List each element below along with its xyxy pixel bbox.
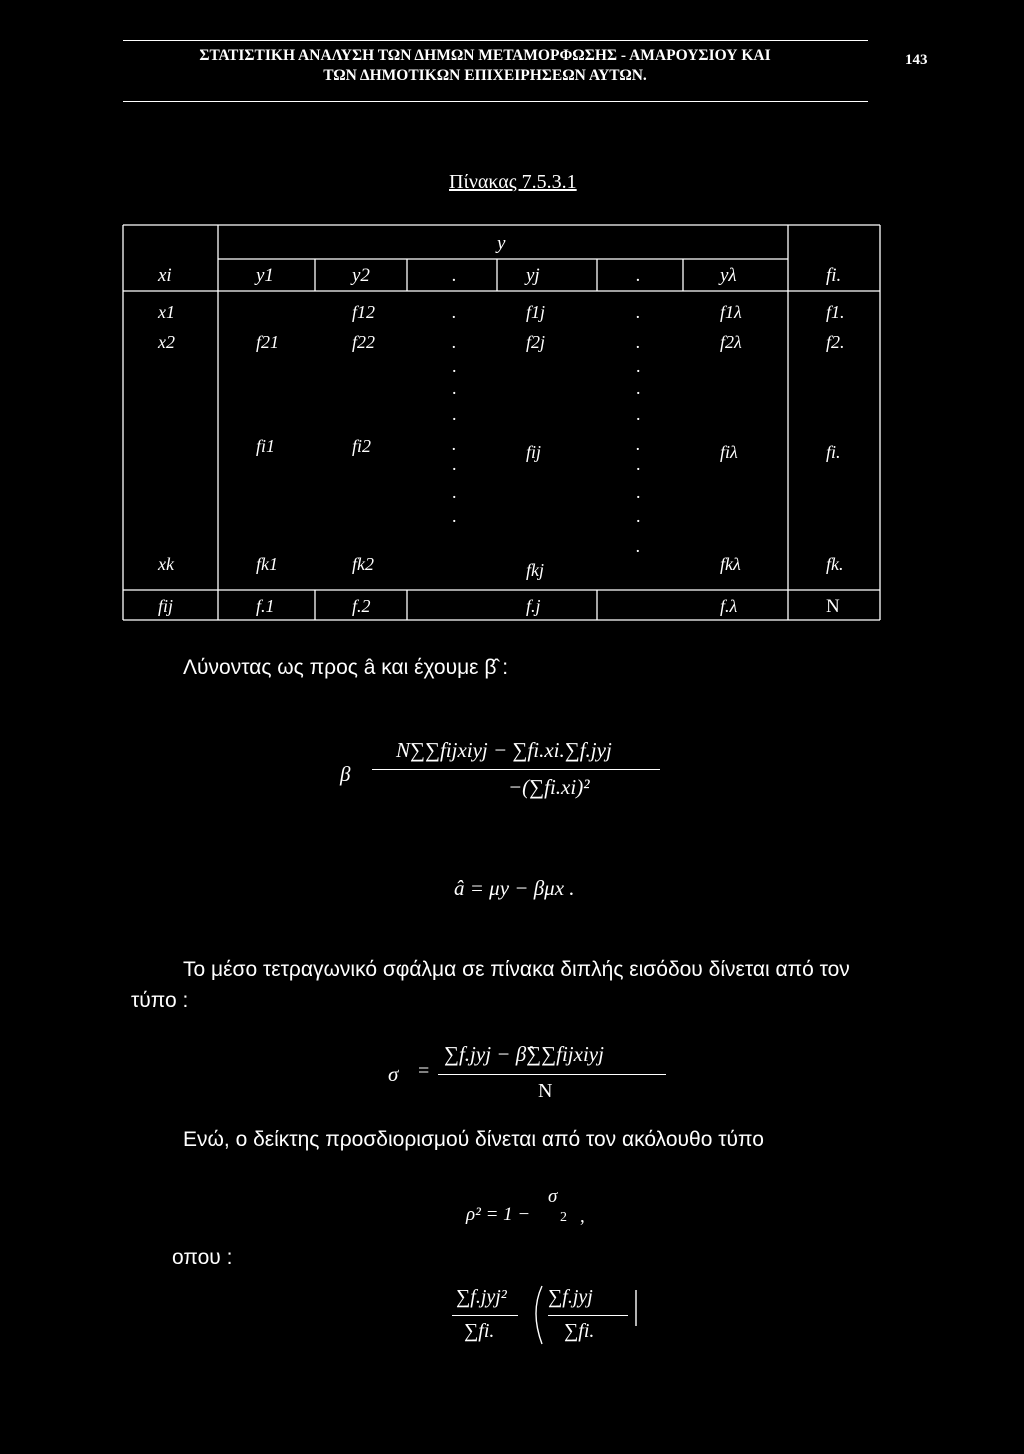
header-line-2: ΤΩΝ ΔΗΜΟΤΙΚΩΝ ΕΠΙΧΕΙΡΗΣΕΩΝ ΑΥΤΩΝ. (323, 67, 647, 84)
frac2-bar (548, 1315, 628, 1316)
rho-comma: , (580, 1206, 585, 1227)
table-cell: fij (526, 442, 542, 462)
paragraph-coefficient: Ενώ, ο δείκτης προσδιορισμού δίνεται από τον ακόλουθο τύπο (183, 1128, 764, 1151)
table-cell: f2λ (720, 332, 742, 352)
table-cell: x2 (158, 332, 175, 352)
table-cell: fiλ (720, 442, 738, 462)
frac1-numerator: ∑f.jyj² (456, 1286, 507, 1308)
table-cell: . (452, 434, 457, 454)
header-cell: y1 (256, 265, 274, 286)
table-cell: fk1 (256, 554, 278, 574)
table-cell: f1. (826, 302, 845, 322)
frac1-denominator: ∑fi. (464, 1320, 495, 1342)
svg-text:.: . (636, 482, 641, 502)
ellipsis-dots (452, 356, 641, 526)
svg-text:.: . (452, 454, 457, 474)
table-cell: xk (158, 554, 174, 574)
footer-cell: f.j (526, 596, 541, 616)
svg-text:.: . (452, 404, 457, 424)
table-cell: fk2 (352, 554, 374, 574)
table-cell: f2. (826, 332, 845, 352)
frac2-numerator: ∑f.jyj (548, 1286, 593, 1308)
footer-cell: fij (158, 596, 174, 616)
table-cell: . (636, 536, 641, 556)
table-cell: . (452, 332, 457, 352)
frequency-table (0, 0, 1024, 640)
header-line-1: ΣΤΑΤΙΣΤΙΚΗ ΑΝΑΛΥΣΗ ΤΩΝ ΔΗΜΩΝ ΜΕΤΑΜΟΡΦΩΣΗΣ - ΑΜΑΡΟΥΣΙΟΥ ΚΑΙ (199, 47, 771, 64)
footer-cell: f.1 (256, 596, 275, 616)
header-cell: . (452, 265, 457, 286)
svg-text:.: . (636, 404, 641, 424)
table-cell: f2j (526, 332, 546, 352)
table-cell: x1 (158, 302, 175, 322)
sigma-fraction-bar (438, 1074, 666, 1075)
header-cell: fi. (826, 265, 842, 286)
paragraph-mse-line1: Το μέσο τετραγωνικό σφάλμα σε πίνακα διπλής εισόδου δίνεται από τον (183, 958, 850, 981)
svg-text:.: . (452, 356, 457, 376)
svg-text:.: . (452, 378, 457, 398)
table-cell: fi2 (352, 436, 372, 456)
svg-text:.: . (636, 454, 641, 474)
svg-text:.: . (636, 378, 641, 398)
table-cell: . (452, 302, 457, 322)
table-cell: f1j (526, 302, 546, 322)
frac2-denominator: ∑fi. (564, 1320, 595, 1342)
table-cell: fi. (826, 442, 841, 462)
alpha-formula: â = μy − βμx . (454, 876, 575, 900)
beta-denominator: −(∑fi.xi)² (508, 775, 590, 799)
table-title: Πίνακας 7.5.3.1 (449, 171, 577, 193)
table-cell: f1λ (720, 302, 742, 322)
svg-text:.: . (636, 506, 641, 526)
rho-sigma: σ (548, 1186, 558, 1207)
header-cell: . (636, 265, 641, 286)
sigma-lhs: σ (388, 1062, 399, 1086)
table-cell: fkλ (720, 554, 741, 574)
beta-fraction-bar (372, 769, 660, 770)
table-cell: . (636, 434, 641, 454)
table-cell: fk. (826, 554, 844, 574)
sigma-numerator: ∑f.jyj − β̂∑∑fijxiyj (444, 1042, 604, 1066)
paragraph-mse-line2: τύπο : (131, 989, 189, 1012)
table-cell: f21 (256, 332, 280, 352)
table-top-label: y (497, 233, 506, 254)
svg-text:.: . (636, 356, 641, 376)
beta-lhs: β (340, 762, 351, 786)
footer-cell-total: N (826, 596, 840, 617)
beta-numerator: N∑∑fijxiyj − ∑fi.xi.∑f.jyj (396, 738, 612, 762)
table-cell: f12 (352, 302, 376, 322)
svg-text:.: . (452, 506, 457, 526)
table-cell: . (636, 302, 641, 322)
footer-cell: f.λ (720, 596, 738, 616)
header-cell: y2 (352, 265, 370, 286)
table-cell: fi1 (256, 436, 276, 456)
paragraph-where: οπου : (172, 1246, 233, 1269)
paragraph-solving: Λύνοντας ως προς â και έχουμε β̂ : (183, 656, 509, 679)
footer-cell: f.2 (352, 596, 371, 616)
table-cell: f22 (352, 332, 376, 352)
frac1-bar (452, 1315, 518, 1316)
svg-text:.: . (452, 482, 457, 502)
sigma-equals: = (418, 1060, 430, 1082)
rho-subscript: 2 (560, 1210, 567, 1225)
sigma-denominator: N (538, 1080, 553, 1102)
header-cell: yλ (720, 265, 737, 286)
table-cell: . (636, 332, 641, 352)
table-cell: fkj (526, 560, 544, 580)
page-number: 143 (905, 52, 928, 68)
rho-lhs: ρ² = 1 − (466, 1204, 531, 1225)
header-cell: yj (526, 265, 540, 286)
header-cell: xi (158, 265, 172, 286)
